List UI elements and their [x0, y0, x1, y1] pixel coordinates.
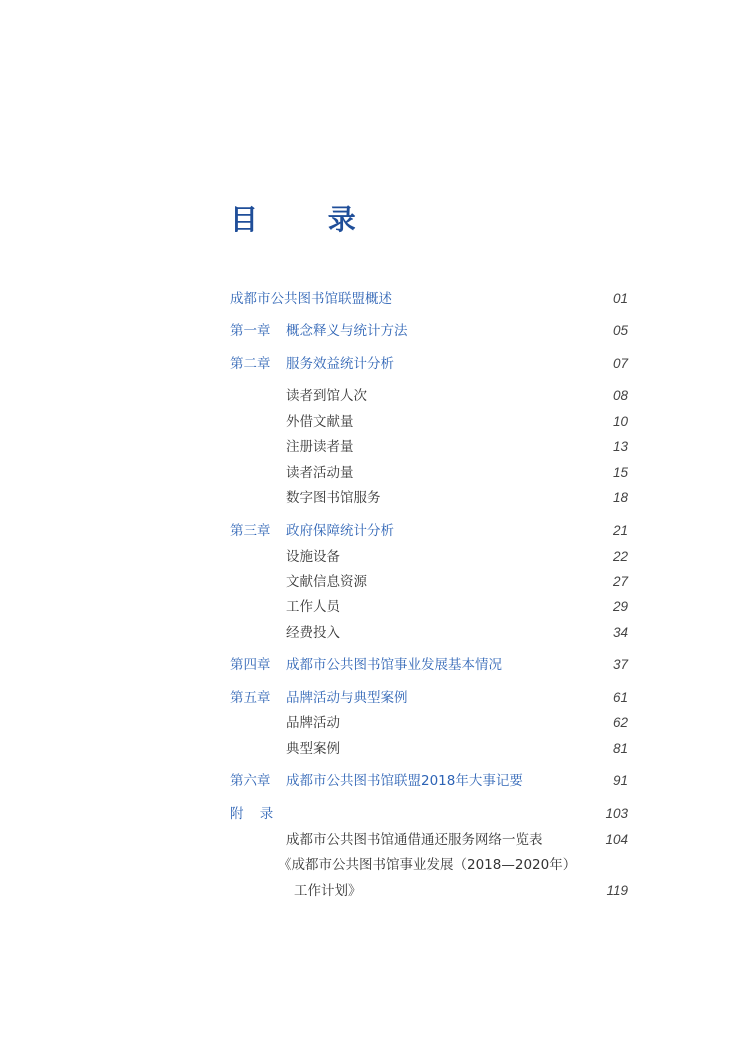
toc-entry-section[interactable] [230, 830, 628, 850]
toc-entry-section[interactable] [230, 463, 628, 483]
toc-entry-text: 设施设备 [286, 549, 340, 565]
toc-entry-text: 成都市公共图书馆联盟2018年大事记要 [286, 773, 523, 789]
toc-page-number: 104 [605, 832, 628, 847]
toc-page-number: 15 [612, 465, 628, 480]
toc-page-number: 62 [612, 715, 628, 730]
toc-chapter-label: 第一章 [230, 323, 271, 339]
toc-page-number: 27 [612, 574, 628, 589]
toc-entry-chapter-6[interactable] [230, 771, 628, 791]
toc-entry-section[interactable] [230, 881, 628, 901]
toc-entry-text: 读者活动量 [286, 465, 354, 481]
toc-entry-text: 工作人员 [286, 599, 340, 615]
toc-entry-text: 读者到馆人次 [286, 388, 367, 404]
toc-entry-overview[interactable] [230, 289, 628, 309]
toc-entry-section[interactable] [230, 412, 628, 432]
toc-entry-text: 服务效益统计分析 [286, 356, 394, 372]
toc-entry-text: 成都市公共图书馆事业发展基本情况 [286, 657, 502, 673]
toc-entry-text: 经费投入 [286, 625, 340, 641]
toc-entry-text: 概念释义与统计方法 [286, 323, 408, 339]
toc-page-number: 103 [605, 806, 628, 821]
toc-chapter-label: 第四章 [230, 657, 271, 673]
toc-entry-section[interactable] [230, 488, 628, 508]
toc-entry-chapter-2[interactable] [230, 354, 628, 374]
toc-entry-section[interactable] [230, 739, 628, 759]
toc-entry-section[interactable] [230, 437, 628, 457]
toc-entry-chapter-4[interactable] [230, 655, 628, 675]
toc-entry-section[interactable] [230, 547, 628, 567]
toc-entry-section[interactable] [230, 623, 628, 643]
toc-page-number: 01 [612, 291, 628, 306]
toc-entry-text: 品牌活动 [286, 715, 340, 731]
toc-chapter-label: 第三章 [230, 523, 271, 539]
toc-page-number: 10 [612, 414, 628, 429]
toc-page-number: 07 [612, 356, 628, 371]
toc-page-number: 08 [612, 388, 628, 403]
toc-entry-section[interactable] [230, 572, 628, 592]
toc-page-number: 13 [612, 439, 628, 454]
toc-entry-section[interactable] [230, 855, 628, 875]
toc-entry-text: 典型案例 [286, 741, 340, 757]
toc-page-number: 18 [612, 490, 628, 505]
toc-entry-text: 政府保障统计分析 [286, 523, 394, 539]
toc-entry-section[interactable] [230, 597, 628, 617]
toc-chapter-label: 第二章 [230, 356, 271, 372]
toc-chapter-label: 附 录 [230, 806, 280, 822]
toc-entry-text: 成都市公共图书馆联盟概述 [230, 291, 392, 307]
toc-page-number: 34 [612, 625, 628, 640]
toc-page-number: 81 [612, 741, 628, 756]
toc-entry-section[interactable] [230, 713, 628, 733]
toc-entry-chapter-1[interactable] [230, 321, 628, 341]
toc-entry-text: 注册读者量 [286, 439, 354, 455]
toc-entry-text: 品牌活动与典型案例 [286, 690, 408, 706]
toc-entry-text: 数字图书馆服务 [286, 490, 381, 506]
toc-page-number: 21 [612, 523, 628, 538]
toc-entry-text: 文献信息资源 [286, 574, 367, 590]
toc-page-number: 05 [612, 323, 628, 338]
toc-entry-appendix[interactable] [230, 804, 628, 824]
toc-page-number: 37 [612, 657, 628, 672]
toc-page-number: 91 [612, 773, 628, 788]
toc-entry-text: 《成都市公共图书馆事业发展（2018—2020年） [278, 857, 577, 873]
toc-page-number: 22 [612, 549, 628, 564]
toc-chapter-label: 第五章 [230, 690, 271, 706]
toc-page-number: 119 [606, 883, 628, 898]
toc-page-number: 29 [612, 599, 628, 614]
toc-chapter-label: 第六章 [230, 773, 271, 789]
toc-entry-chapter-3[interactable] [230, 521, 628, 541]
toc-entry-text: 成都市公共图书馆通借通还服务网络一览表 [286, 832, 543, 848]
toc-page-number: 61 [612, 690, 628, 705]
toc-entry-text: 工作计划》 [294, 883, 362, 899]
toc-entry-chapter-5[interactable] [230, 688, 628, 708]
page-title: 目 录 [230, 203, 386, 236]
toc-entry-text: 外借文献量 [286, 414, 354, 430]
toc-entry-section[interactable] [230, 386, 628, 406]
